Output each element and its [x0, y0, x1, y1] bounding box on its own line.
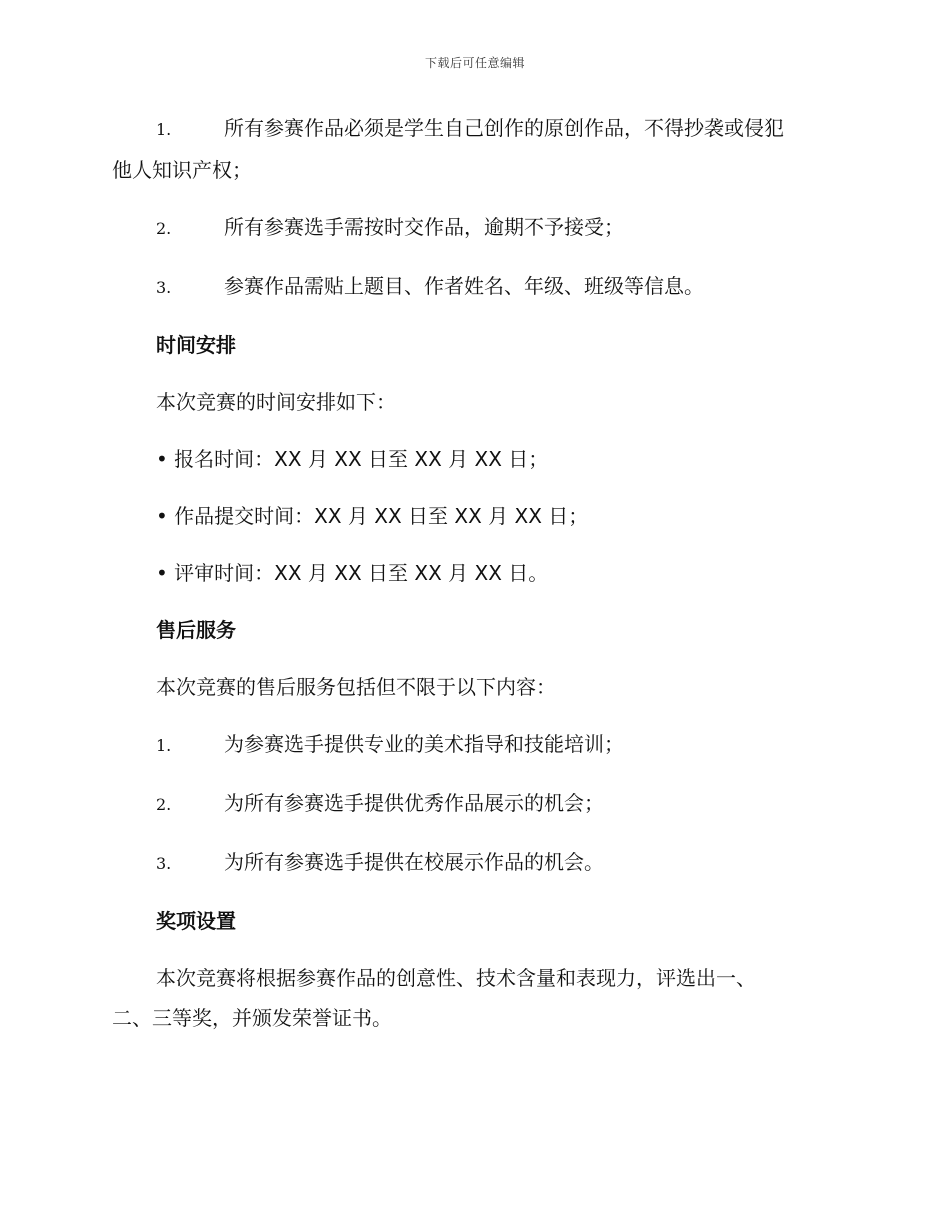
list-number: 2.	[156, 219, 172, 238]
paragraph: 本次竞赛的售后服务包括但不限于以下内容：	[156, 675, 556, 699]
document-body	[112, 108, 840, 1038]
list-text: 所有参赛选手需按时交作品，逾期不予接受；	[224, 215, 624, 239]
section-heading-service: 售后服务	[156, 618, 236, 642]
list-number: 3.	[156, 278, 172, 297]
list-item	[112, 842, 840, 884]
list-item	[112, 207, 840, 249]
list-text: 为所有参赛选手提供在校展示作品的机会。	[224, 850, 604, 874]
paragraph-continuation: 二、三等奖，并颁发荣誉证书。	[112, 1006, 392, 1030]
list-item	[112, 783, 840, 825]
paragraph: 本次竞赛将根据参赛作品的创意性、技术含量和表现力，评选出一、	[156, 966, 756, 990]
list-item	[112, 108, 840, 150]
list-number: 2.	[156, 795, 172, 814]
section-heading-awards: 奖项设置	[156, 909, 236, 933]
page-header: 下载后可任意编辑	[424, 56, 525, 70]
list-number: 1.	[156, 120, 172, 139]
list-text: 参赛作品需贴上题目、作者姓名、年级、班级等信息。	[224, 274, 704, 298]
list-number: 1.	[156, 736, 172, 755]
bullet-item: • 作品提交时间：XX 月 XX 日至 XX 月 XX 日；	[156, 504, 589, 528]
paragraph: 本次竞赛的时间安排如下：	[156, 390, 396, 414]
list-item-continuation: 他人知识产权；	[112, 158, 252, 182]
list-text: 为所有参赛选手提供优秀作品展示的机会；	[224, 791, 604, 815]
bullet-item: • 报名时间：XX 月 XX 日至 XX 月 XX 日；	[156, 447, 549, 471]
list-text: 所有参赛作品必须是学生自己创作的原创作品，不得抄袭或侵犯	[224, 116, 784, 140]
list-item	[112, 266, 840, 308]
list-item	[112, 724, 840, 766]
list-number: 3.	[156, 854, 172, 873]
list-text: 为参赛选手提供专业的美术指导和技能培训；	[224, 732, 624, 756]
section-heading-schedule: 时间安排	[156, 333, 236, 357]
bullet-item: • 评审时间：XX 月 XX 日至 XX 月 XX 日。	[156, 561, 549, 585]
